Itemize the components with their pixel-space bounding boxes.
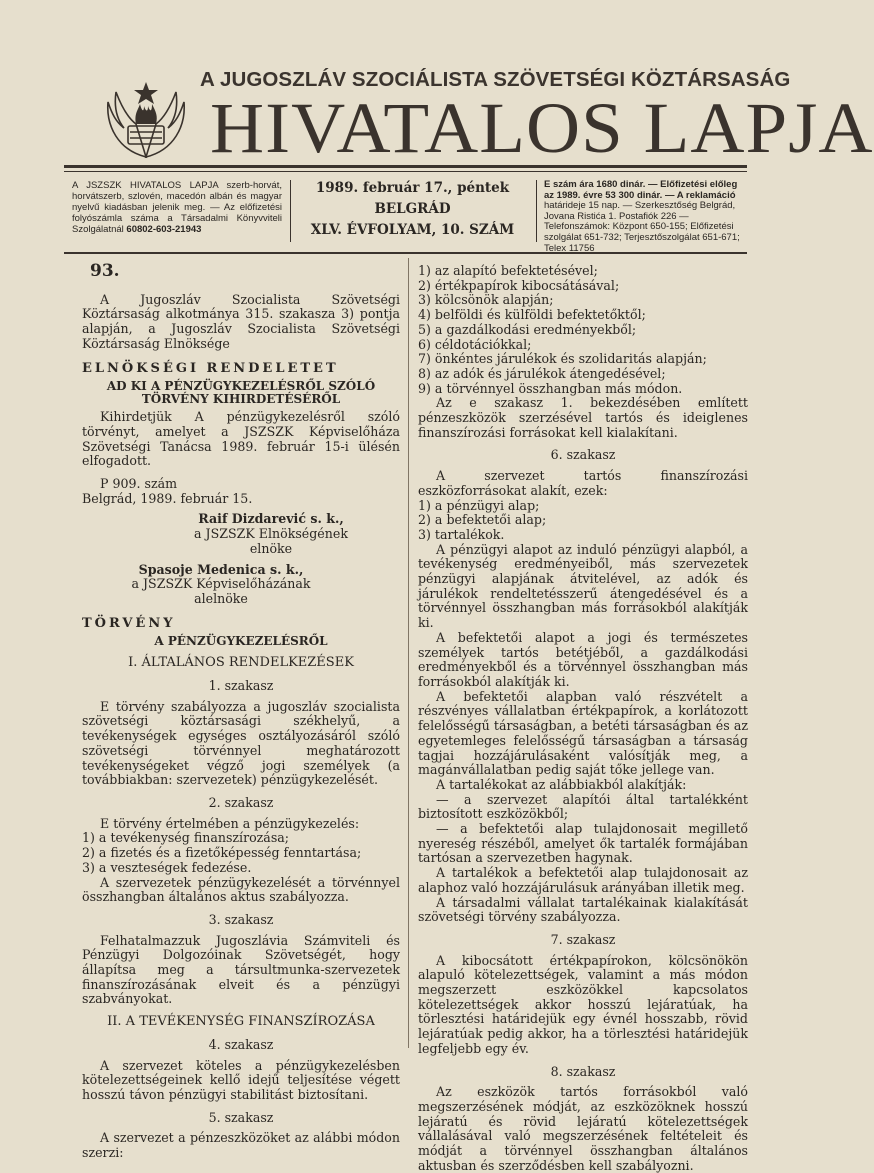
paragraph: A tartalékok a befektetői alap tulajdonosait az alaphoz való hozzájárulásuk arányában illetik meg. xyxy=(418,865,748,895)
paragraph: E törvény szabályozza a jugoszláv szocialista szövetségi köztársasági székhelyű, a tevékenységek egységes osztályozásáról szóló szövetségi törvénnyel meghatározott tevékenységeket végző jogi személyek (a továbbiakban: szervezetek) pénzügykezelését. xyxy=(82,698,400,788)
paragraph: Az e szakasz 1. bekezdésében említett pénzeszközök szerzésével tartós és ideiglenes finanszírozási forrásokat kell kialakítani. xyxy=(418,395,748,440)
list-item: 2) értékpapírok kibocsátásával; xyxy=(418,277,620,293)
list xyxy=(418,499,748,543)
list xyxy=(418,264,748,396)
section-heading: 8. szakasz xyxy=(550,1063,616,1079)
paragraph: A társadalmi vállalat tartalékainak kialakítását szövetségi törvény szabályozza. xyxy=(418,894,748,925)
publication-info xyxy=(72,180,282,235)
price-info: E szám ára 1680 dinár. — Előfizetési előleg az 1989. évre 53 300 dinár. — A reklamáció xyxy=(544,179,738,201)
law-subtitle: A PÉNZÜGYKEZELÉSRŐL xyxy=(154,634,328,649)
decree-subtitle: AD KI A PÉNZÜGYKEZELÉSRŐL SZÓLÓ TÖRVÉNY KIHIRDETÉSÉRŐL xyxy=(106,379,376,407)
section-heading: 1. szakasz xyxy=(208,678,274,694)
chapter-heading: I. ÁLTALÁNOS RENDELKEZÉSEK xyxy=(128,655,354,671)
reference-number: P 909. szám xyxy=(100,476,178,492)
act-number: 93. xyxy=(90,261,120,281)
issue-place: BELGRÁD xyxy=(374,201,451,217)
issue-date: 1989. február 17., péntek xyxy=(315,180,510,196)
header-bottom-rule xyxy=(64,252,747,254)
chapter-heading: II. A TEVÉKENYSÉG FINANSZÍROZÁSA xyxy=(107,1014,375,1030)
gazette-title: HIVATALOS LAPJA xyxy=(210,88,874,168)
section-heading: 7. szakasz xyxy=(550,931,616,947)
subscription-info xyxy=(544,180,749,254)
account-number: 60802-603-21943 xyxy=(126,224,202,235)
section-heading: 5. szakasz xyxy=(208,1109,274,1125)
list xyxy=(82,831,400,875)
signatory-name: Spasoje Medenica s. k., xyxy=(138,561,304,577)
paragraph: A Jugoszláv Szocialista Szövetségi Köztársaság alkotmánya 315. szakasza 3) pontja alapján, a Jugoszláv Szocialista Szövetségi Köztársaság Elnöksége xyxy=(82,291,400,351)
section-heading: 6. szakasz xyxy=(550,447,616,463)
paragraph: — a befektetői alap tulajdonosait megillető nyereség részéből, amelyet ők tartalék formájában tartósan a szervezetben hagynak. xyxy=(418,821,748,866)
paragraph: A pénzügyi alapot az induló pénzügyi alapból, a tevékenység eredményeiből, más szervezetek pénzügyi alapjának átvitelével, az adók és járulékok rendeltetésszerű átengedésével és a törvénnyel összhangban más forrásokból alakítják ki. xyxy=(418,541,748,631)
reference-date: Belgrád, 1989. február 15. xyxy=(82,490,253,506)
decree-title: ELNÖKSÉGI RENDELETET xyxy=(82,360,339,376)
paragraph: A szervezetek pénzügykezelését a törvénnyel összhangban általános aktus szabályozza. xyxy=(82,874,400,905)
paragraph: — a szervezet alapítói által tartalékként biztosított eszközökből; xyxy=(418,791,748,822)
masthead-rule xyxy=(64,165,747,168)
masthead-rule-thin xyxy=(64,171,747,172)
list-item: 5) a gazdálkodási eredményekből; xyxy=(418,321,637,337)
header-divider xyxy=(290,180,291,242)
signatory-title: elnöke xyxy=(249,540,293,556)
list-item: 2) a befektetői alap; xyxy=(418,512,547,528)
list-item: 7) önkéntes járulékok és szolidaritás alapján; xyxy=(418,351,707,367)
paragraph: E törvény értelmében a pénzügykezelés: xyxy=(100,815,360,831)
issue-volume: XLV. ÉVFOLYAM, 10. SZÁM xyxy=(310,222,515,238)
section-heading: 2. szakasz xyxy=(208,794,274,810)
section-heading: 4. szakasz xyxy=(208,1036,274,1052)
list-item: 1) a pénzügyi alap; xyxy=(418,497,540,513)
left-column xyxy=(82,261,400,1161)
list-item: 6) céldotációkkal; xyxy=(418,336,532,352)
state-emblem-icon xyxy=(100,62,192,162)
list-item: 1) az alapító befektetésével; xyxy=(418,263,598,278)
paragraph: Felhatalmazzuk Jugoszlávia Számviteli és Pénzügyi Dolgozóinak Szövetségét, hogy állapítsa meg a társultmunka-szervezetek finanszírozásának elveit és a pénzügyi szabványokat. xyxy=(82,932,400,1007)
paragraph: A tartalékokat az alábbiakból alakítják: xyxy=(436,776,687,792)
paragraph: A befektetői alapot a jogi és természetes személyek tartós betétjéből, a gazdálkodási eredményekből és a törvénnyel összhangban más forrásokból alakítják ki. xyxy=(418,629,748,689)
list-item: 8) az adók és járulékok átengedésével; xyxy=(418,365,666,381)
column-divider xyxy=(408,258,409,1048)
paragraph: A szervezet a pénzeszközöket az alábbi módon szerzi: xyxy=(82,1130,400,1161)
paragraph: A szervezet köteles a pénzügykezelésben kötelezettségeinek kellő idejű teljesítése végett hosszú távon pénzügyi stabilitást biztosítani. xyxy=(82,1057,400,1102)
signatory-title: a JSZSZK Elnökségének xyxy=(194,526,348,542)
right-column xyxy=(418,264,748,1173)
paragraph: A kibocsátott értékpapírokon, kölcsönökön alapuló kötelezettségek, valamint a más módon megszerzett eszközökkel kapcsolatos kötelezettségek akkor hosszú lejáratúak, ha törlesztési határidejük egy évnél hosszabb, rövid lejáratúak pedig akkor, ha a törlesztési határidejük legfeljebb egy év. xyxy=(418,952,748,1056)
list-item: 3) kölcsönök alapján; xyxy=(418,292,554,308)
list-item: 2) a fizetés és a fizetőképesség fenntartása; xyxy=(82,845,362,861)
paragraph: Kihirdetjük A pénzügykezelésről szóló törvényt, amelyet a JSZSZK Képviselőháza Szövetségi Tanácsa 1989. február 15-i ülésén elfogadott. xyxy=(82,409,400,469)
signatory-title: alelnöke xyxy=(194,590,248,606)
signatory-name: Raif Dizdarević s. k., xyxy=(198,511,344,527)
contact-info: határideje 15 nap. — Szerkesztőség Belgrád, Jovana Ristića 1. Postafiók 226 — Telefonszámok: Központ 650-155; Előfizetési szolgálat 651-732; Terjesztőszolgálat 651-671; Telex 11756 xyxy=(544,200,740,254)
issue-info xyxy=(300,178,525,241)
law-title: TÖRVÉNY xyxy=(82,615,176,631)
section-heading: 3. szakasz xyxy=(208,911,274,927)
list-item: 4) belföldi és külföldi befektetőktől; xyxy=(418,307,646,323)
list-item: 3) tartalékok. xyxy=(418,526,505,542)
republic-name: A JUGOSZLÁV SZOCIÁLISTA SZÖVETSÉGI KÖZTÁRSASÁG xyxy=(200,68,791,91)
signatory-title: a JSZSZK Képviselőházának xyxy=(131,576,311,592)
paragraph: Az eszközök tartós forrásokból való megszerzésének módját, az eszközöknek hosszú lejáratú és rövid lejáratú kötelezettségek vállalásával való megszerzésének feltételeit és módját a törvénnyel összhangban általános aktusban és szerződésben kell szabályozni. xyxy=(418,1084,748,1173)
paragraph: A befektetői alapban való részvételt a részvényes vállalatban értékpapírok, a korlátozott felelősségű társaságban, a betéti társaságban és az egyetemleges felelősségű társaságban a társaság tagjai hozzájárulásaként valósítják meg, a magánvállalatban pedig saját tőke jellege van. xyxy=(418,688,748,778)
list-item: 3) a veszteségek fedezése. xyxy=(82,859,252,875)
publication-languages: A JSZSZK HIVATALOS LAPJA szerb-horvát, horvátszerb, szlovén, macedón albán és magyar nyelvű kiadásban jelenik meg. — Az előfizetési folyószámla száma a Társadalmi Könyvviteli Szolgálatnál xyxy=(72,180,282,235)
list-item: 1) a tevékenység finanszírozása; xyxy=(82,830,290,846)
header-divider xyxy=(536,180,537,242)
paragraph: A szervezet tartós finanszírozási eszközforrásokat alakít, ezek: xyxy=(418,468,748,498)
list-item: 9) a törvénnyel összhangban más módon. xyxy=(418,380,683,396)
